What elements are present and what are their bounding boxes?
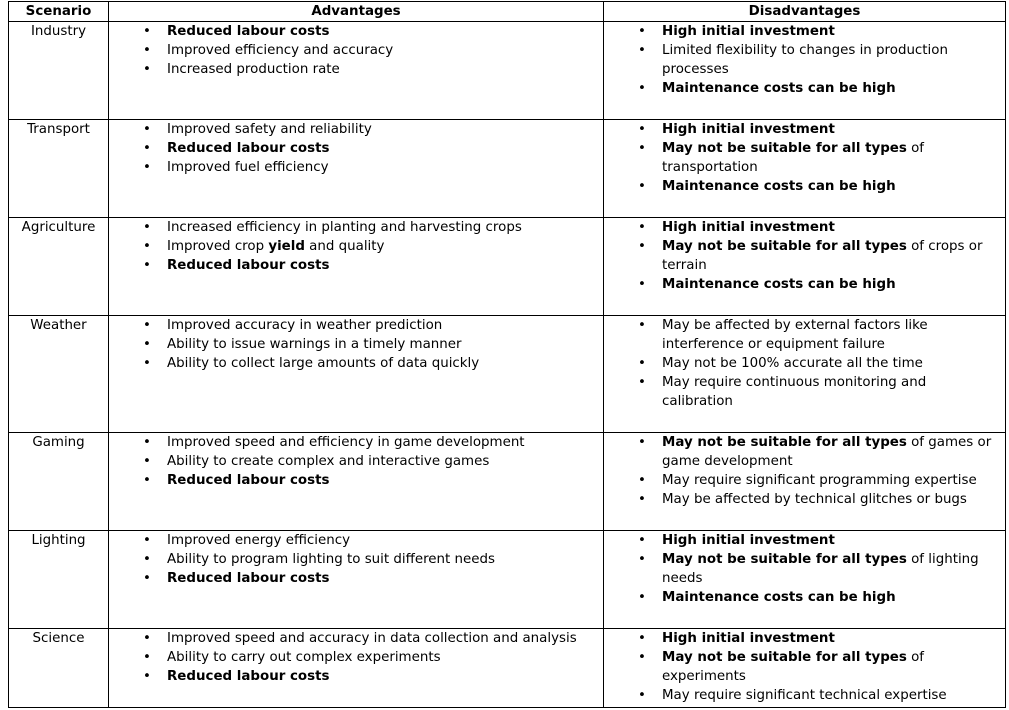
advantages-cell bbox=[109, 629, 604, 708]
advantage-item bbox=[167, 648, 603, 667]
bold-text: High initial investment bbox=[662, 220, 835, 235]
disadvantages-cell bbox=[604, 120, 1006, 218]
advantage-item bbox=[167, 569, 603, 588]
text: Improved speed and accuracy in data collection and analysis bbox=[167, 631, 577, 646]
advantages-cell bbox=[109, 316, 604, 433]
advantage-item bbox=[167, 316, 603, 335]
text: May be affected by external factors like interference or equipment failure bbox=[662, 318, 928, 352]
text: of games or game development bbox=[662, 435, 992, 469]
disadvantages-cell bbox=[604, 531, 1006, 629]
advantages-list bbox=[109, 218, 603, 275]
disadvantage-item bbox=[662, 550, 1005, 588]
text: Increased efficiency in planting and harvesting crops bbox=[167, 220, 522, 235]
disadvantages-cell bbox=[604, 433, 1006, 531]
text: of crops or terrain bbox=[662, 239, 983, 273]
bold-text: May not be suitable for all types bbox=[662, 552, 907, 567]
scenario-cell: Agriculture bbox=[9, 218, 109, 316]
bold-text: High initial investment bbox=[662, 122, 835, 137]
text: Ability to carry out complex experiments bbox=[167, 650, 441, 665]
bold-text: High initial investment bbox=[662, 24, 835, 39]
disadvantage-item bbox=[662, 79, 1005, 98]
disadvantage-item bbox=[662, 41, 1005, 79]
text: Ability to create complex and interactive games bbox=[167, 454, 490, 469]
text: Increased production rate bbox=[167, 62, 340, 77]
text: of experiments bbox=[662, 650, 925, 684]
advantage-item bbox=[167, 256, 603, 275]
disadvantages-cell bbox=[604, 22, 1006, 120]
advantage-item bbox=[167, 452, 603, 471]
disadvantage-item bbox=[662, 588, 1005, 607]
advantage-item bbox=[167, 471, 603, 490]
scenario-cell: Science bbox=[9, 629, 109, 708]
advantage-item bbox=[167, 158, 603, 177]
disadvantage-item bbox=[662, 237, 1005, 275]
text: May be affected by technical glitches or bugs bbox=[662, 492, 967, 507]
table-row bbox=[9, 316, 1006, 433]
advantages-list bbox=[109, 531, 603, 588]
advantage-item bbox=[167, 120, 603, 139]
advantages-cell bbox=[109, 433, 604, 531]
bold-text: Reduced labour costs bbox=[167, 473, 330, 488]
bold-text: Maintenance costs can be high bbox=[662, 81, 896, 96]
disadvantages-list bbox=[604, 218, 1005, 294]
header-scenario: Scenario bbox=[9, 2, 109, 22]
advantages-cell bbox=[109, 120, 604, 218]
advantages-list bbox=[109, 629, 603, 686]
text: Limited flexibility to changes in production processes bbox=[662, 43, 948, 77]
advantages-list bbox=[109, 316, 603, 373]
advantage-item bbox=[167, 41, 603, 60]
disadvantage-item bbox=[662, 22, 1005, 41]
table-body bbox=[9, 22, 1006, 708]
disadvantage-item bbox=[662, 139, 1005, 177]
disadvantage-item bbox=[662, 648, 1005, 686]
table-row bbox=[9, 120, 1006, 218]
table-row bbox=[9, 22, 1006, 120]
header-disadvantages: Disadvantages bbox=[604, 2, 1006, 22]
advantage-item bbox=[167, 433, 603, 452]
advantage-item bbox=[167, 335, 603, 354]
bold-text: May not be suitable for all types bbox=[662, 435, 907, 450]
bold-text: May not be suitable for all types bbox=[662, 141, 907, 156]
disadvantage-item bbox=[662, 120, 1005, 139]
text: of lighting needs bbox=[662, 552, 979, 586]
table-row bbox=[9, 218, 1006, 316]
scenario-cell: Industry bbox=[9, 22, 109, 120]
disadvantage-item bbox=[662, 354, 1005, 373]
header-advantages: Advantages bbox=[109, 2, 604, 22]
scenario-cell: Lighting bbox=[9, 531, 109, 629]
table-row bbox=[9, 531, 1006, 629]
disadvantage-item bbox=[662, 686, 1005, 705]
bold-text: yield bbox=[268, 239, 305, 254]
text: May require continuous monitoring and calibration bbox=[662, 375, 927, 409]
text: Improved efficiency and accuracy bbox=[167, 43, 394, 58]
disadvantage-item bbox=[662, 275, 1005, 294]
disadvantages-list bbox=[604, 316, 1005, 411]
disadvantage-item bbox=[662, 218, 1005, 237]
disadvantage-item bbox=[662, 490, 1005, 509]
header-row bbox=[9, 2, 1006, 22]
text: Ability to collect large amounts of data quickly bbox=[167, 356, 480, 371]
disadvantage-item bbox=[662, 629, 1005, 648]
advantage-item bbox=[167, 218, 603, 237]
text: Improved accuracy in weather prediction bbox=[167, 318, 443, 333]
text: of transportation bbox=[662, 141, 925, 175]
advantages-cell bbox=[109, 531, 604, 629]
disadvantages-list bbox=[604, 531, 1005, 607]
advantage-item bbox=[167, 550, 603, 569]
scenario-cell: Transport bbox=[9, 120, 109, 218]
disadvantages-list bbox=[604, 433, 1005, 509]
advantages-list bbox=[109, 433, 603, 490]
advantages-cell bbox=[109, 218, 604, 316]
disadvantages-list bbox=[604, 629, 1005, 705]
disadvantages-cell bbox=[604, 218, 1006, 316]
advantages-cell bbox=[109, 22, 604, 120]
disadvantage-item bbox=[662, 471, 1005, 490]
text: and quality bbox=[304, 239, 385, 254]
bold-text: May not be suitable for all types bbox=[662, 650, 907, 665]
disadvantages-cell bbox=[604, 629, 1006, 708]
advantage-item bbox=[167, 531, 603, 550]
text: Improved safety and reliability bbox=[167, 122, 372, 137]
bold-text: Reduced labour costs bbox=[167, 669, 330, 684]
text: Improved speed and efficiency in game development bbox=[167, 435, 525, 450]
advantages-list bbox=[109, 120, 603, 177]
text: May require significant technical expertise bbox=[662, 688, 947, 703]
comparison-table bbox=[8, 1, 1006, 708]
bold-text: Maintenance costs can be high bbox=[662, 590, 896, 605]
disadvantage-item bbox=[662, 531, 1005, 550]
advantage-item bbox=[167, 60, 603, 79]
scenario-cell: Gaming bbox=[9, 433, 109, 531]
advantage-item bbox=[167, 354, 603, 373]
disadvantage-item bbox=[662, 177, 1005, 196]
table-row bbox=[9, 433, 1006, 531]
text: Improved fuel efficiency bbox=[167, 160, 329, 175]
advantage-item bbox=[167, 139, 603, 158]
advantage-item bbox=[167, 667, 603, 686]
table-row bbox=[9, 629, 1006, 708]
advantage-item bbox=[167, 629, 603, 648]
bold-text: High initial investment bbox=[662, 631, 835, 646]
bold-text: May not be suitable for all types bbox=[662, 239, 907, 254]
text: May require significant programming expertise bbox=[662, 473, 977, 488]
text: Ability to issue warnings in a timely manner bbox=[167, 337, 462, 352]
bold-text: Maintenance costs can be high bbox=[662, 179, 896, 194]
bold-text: Reduced labour costs bbox=[167, 258, 330, 273]
disadvantage-item bbox=[662, 373, 1005, 411]
advantage-item bbox=[167, 237, 603, 256]
disadvantages-cell bbox=[604, 316, 1006, 433]
text: Ability to program lighting to suit different needs bbox=[167, 552, 495, 567]
advantages-list bbox=[109, 22, 603, 79]
bold-text: Reduced labour costs bbox=[167, 141, 330, 156]
scenario-cell: Weather bbox=[9, 316, 109, 433]
bold-text: Maintenance costs can be high bbox=[662, 277, 896, 292]
disadvantages-list bbox=[604, 22, 1005, 98]
disadvantage-item bbox=[662, 433, 1005, 471]
disadvantage-item bbox=[662, 316, 1005, 354]
advantage-item bbox=[167, 22, 603, 41]
text: Improved crop bbox=[167, 239, 269, 254]
bold-text: Reduced labour costs bbox=[167, 571, 330, 586]
bold-text: Reduced labour costs bbox=[167, 24, 330, 39]
disadvantages-list bbox=[604, 120, 1005, 196]
text: Improved energy efficiency bbox=[167, 533, 351, 548]
text: May not be 100% accurate all the time bbox=[662, 356, 923, 371]
bold-text: High initial investment bbox=[662, 533, 835, 548]
